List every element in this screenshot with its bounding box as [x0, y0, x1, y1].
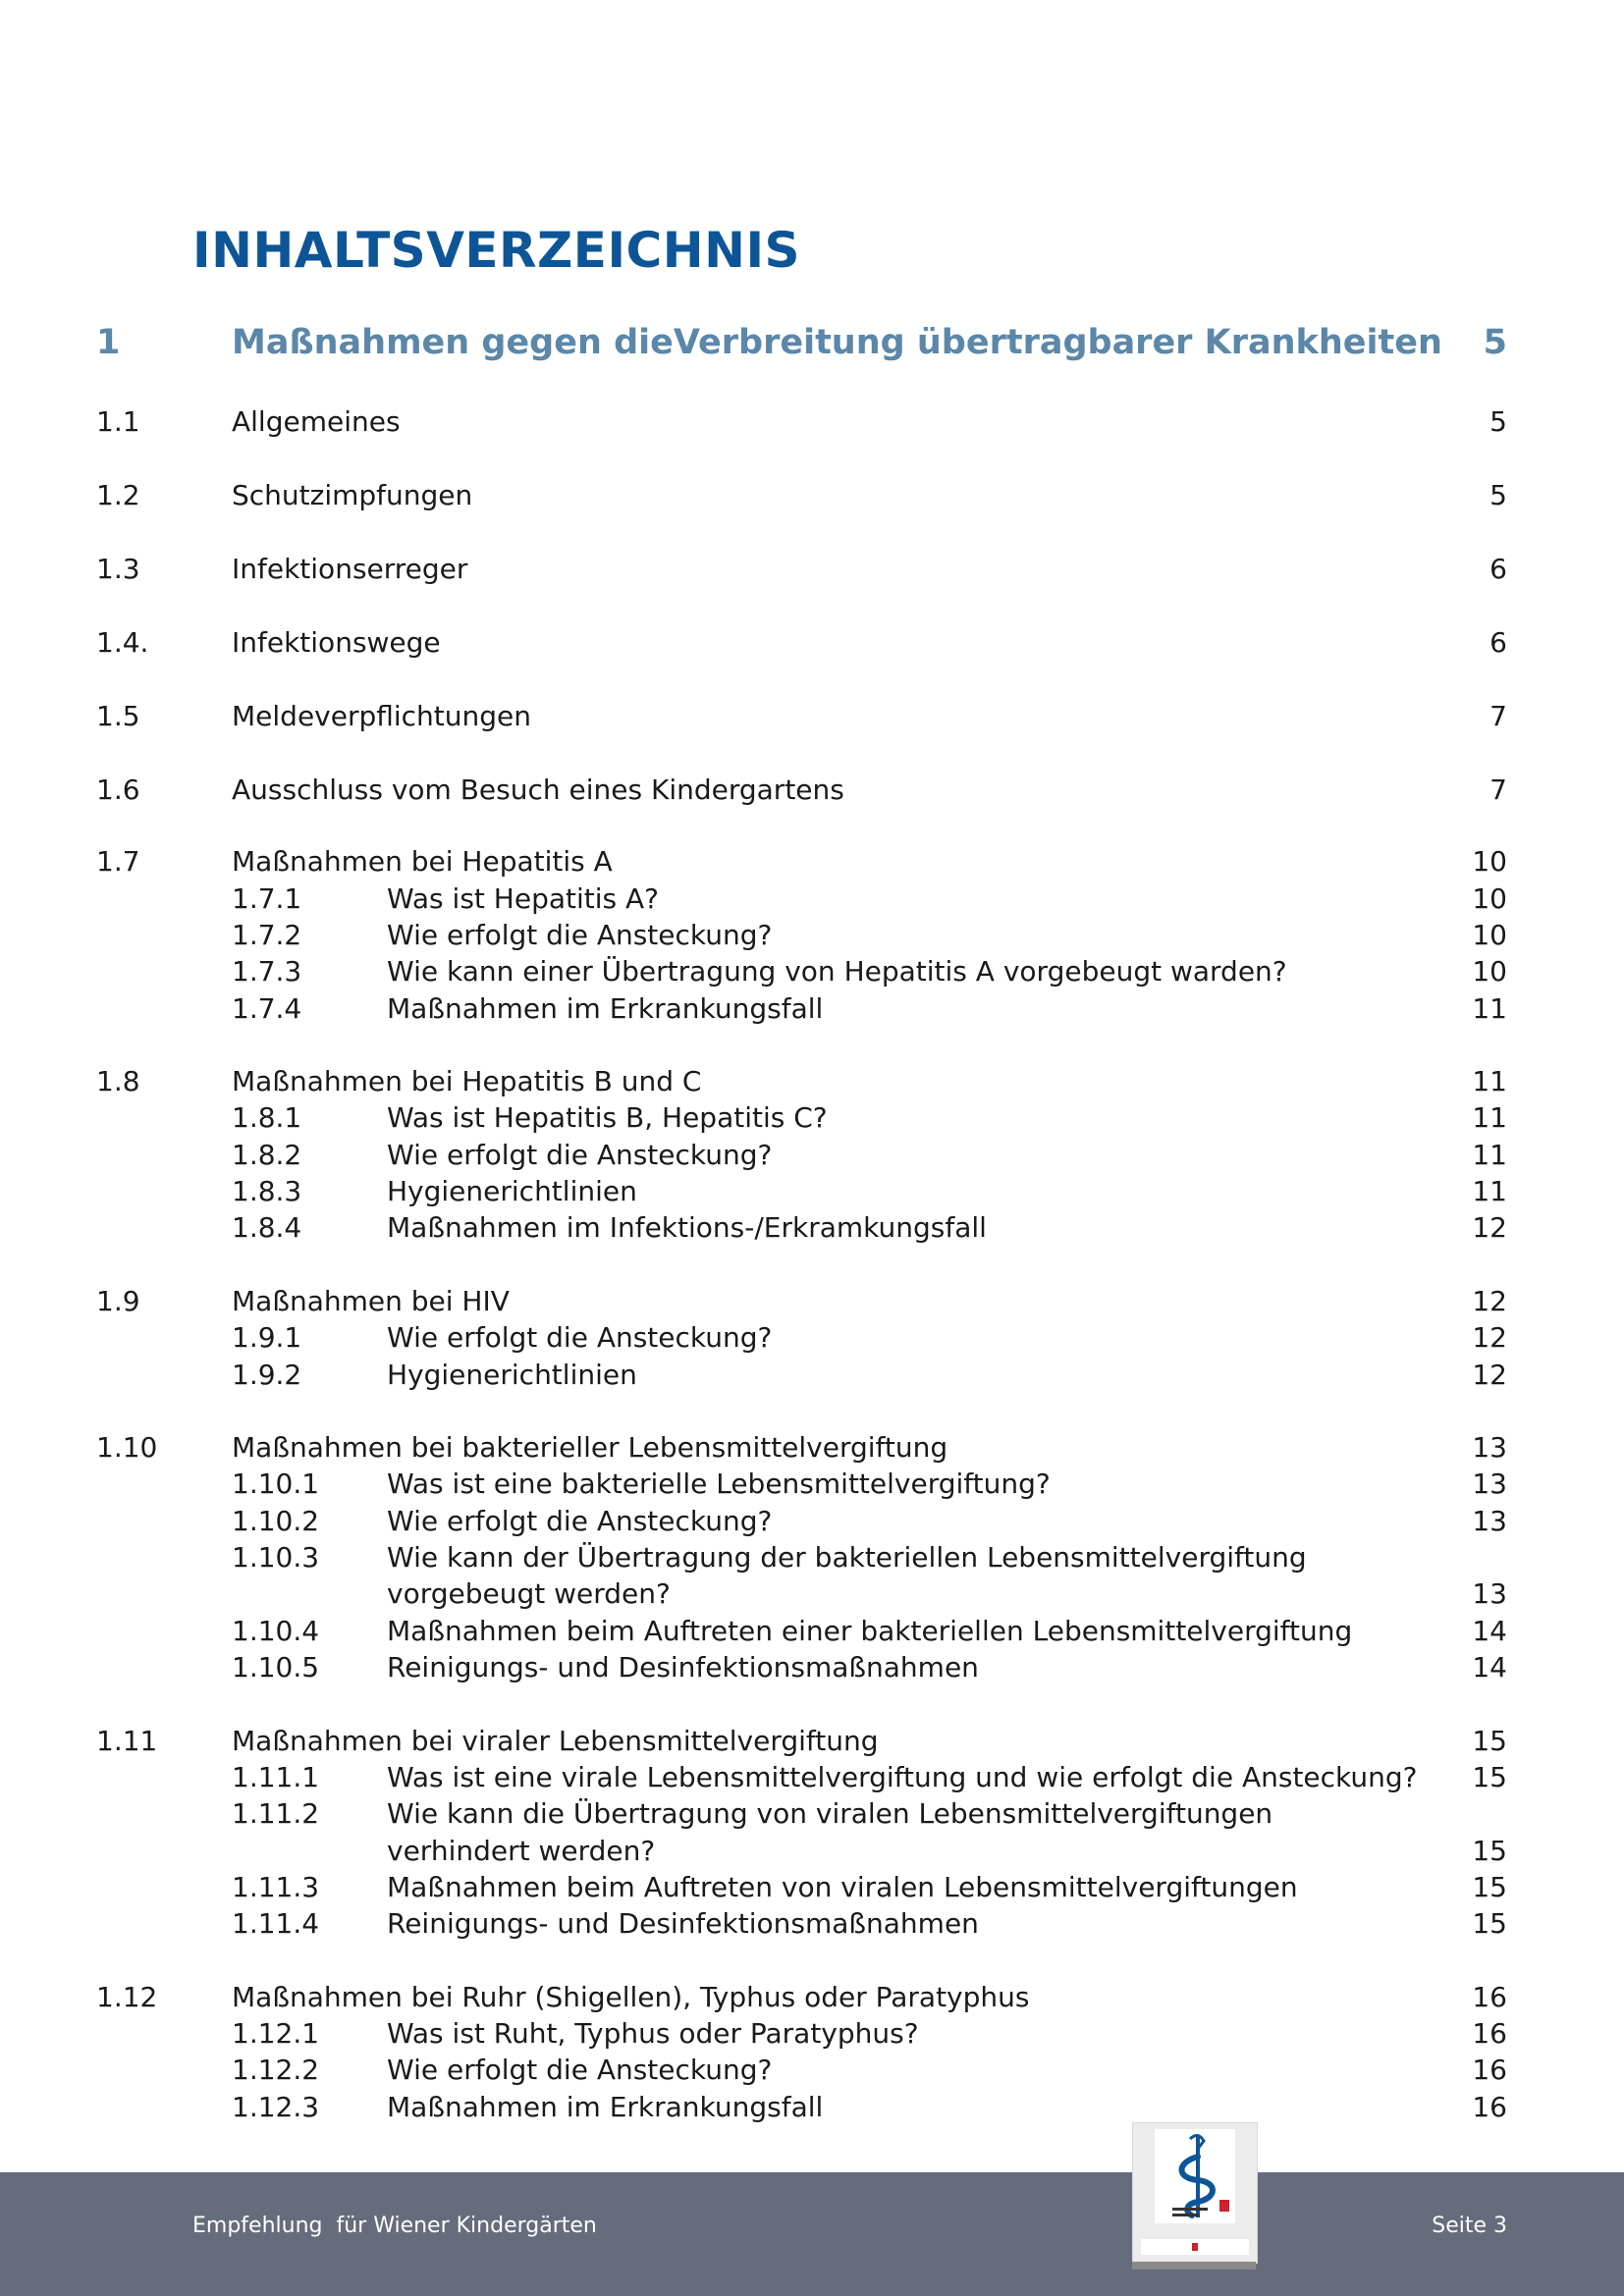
- toc-subentry[interactable]: [0, 1172, 1624, 1211]
- toc-title: Maßnahmen beim Auftreten einer bakteriellen Lebensmittelvergiftung: [387, 1615, 1353, 1647]
- toc-subentry[interactable]: [0, 2051, 1624, 2090]
- toc-page: 10: [1472, 845, 1507, 878]
- toc-title: Wie erfolgt die Ansteckung?: [387, 1321, 773, 1354]
- toc-entry[interactable]: [0, 1428, 1624, 1468]
- toc-number: 1.10.2: [232, 1505, 320, 1537]
- toc-title: vorgebeugt werden?: [387, 1577, 671, 1610]
- toc-page: 14: [1472, 1651, 1507, 1683]
- toc-page: 16: [1472, 1981, 1507, 2013]
- toc-number: 1.8.3: [232, 1175, 302, 1207]
- toc-entry[interactable]: [0, 1722, 1624, 1761]
- footer-page-number: Seite 3: [1432, 2214, 1507, 2238]
- toc-page: 14: [1472, 1615, 1507, 1647]
- toc-number: 1.4.: [96, 626, 149, 659]
- toc-entry[interactable]: [0, 1282, 1624, 1321]
- toc-subentry[interactable]: [0, 2014, 1624, 2054]
- toc-title: Reinigungs- und Desinfektionsmaßnahmen: [387, 1907, 979, 1940]
- toc-number: 1.11.1: [232, 1761, 320, 1793]
- toc-page: 6: [1489, 626, 1507, 659]
- footer-document-title: Empfehlung für Wiener Kindergärten: [192, 2214, 597, 2238]
- toc-title: Schutzimpfungen: [232, 479, 473, 511]
- toc-page: 11: [1472, 1175, 1507, 1207]
- toc-entry[interactable]: [0, 476, 1624, 515]
- toc-subentry[interactable]: [0, 1794, 1624, 1834]
- toc-page: 13: [1472, 1468, 1507, 1500]
- toc-subentry[interactable]: [0, 2088, 1624, 2127]
- toc-title: Allgemeines: [232, 405, 401, 438]
- toc-title: Wie erfolgt die Ansteckung?: [387, 919, 773, 951]
- toc-number: 1.12.1: [232, 2017, 320, 2050]
- toc-subentry[interactable]: [0, 1465, 1624, 1504]
- toc-number: 1.11.4: [232, 1907, 320, 1940]
- toc-number: 1.5: [96, 700, 140, 732]
- toc-title: Maßnahmen bei Ruhr (Shigellen), Typhus oder Paratyphus: [232, 1981, 1030, 2013]
- toc-number: 1.12.3: [232, 2091, 320, 2123]
- toc-title: Maßnahmen bei bakterieller Lebensmittelvergiftung: [232, 1431, 948, 1464]
- toc-subentry[interactable]: [0, 1136, 1624, 1175]
- toc-page: 16: [1472, 2017, 1507, 2050]
- toc-page: 5: [1483, 323, 1507, 362]
- toc-title: Maßnahmen gegen dieVerbreitung übertragbarer Krankheiten: [232, 323, 1442, 362]
- toc-entry[interactable]: [0, 842, 1624, 881]
- toc-number: 1.12: [96, 1981, 158, 2013]
- toc-number: 1.10.4: [232, 1615, 320, 1647]
- toc-number: 1.8.2: [232, 1139, 302, 1171]
- toc-title: Maßnahmen bei Hepatitis B und C: [232, 1065, 702, 1097]
- toc-entry[interactable]: [0, 697, 1624, 736]
- toc-page: 5: [1489, 405, 1507, 438]
- toc-page: 15: [1472, 1835, 1507, 1867]
- toc-title: Maßnahmen im Erkrankungsfall: [387, 992, 824, 1025]
- toc-entry[interactable]: [0, 1062, 1624, 1101]
- toc-title: Was ist Hepatitis B, Hepatitis C?: [387, 1101, 828, 1134]
- toc-page: 5: [1489, 479, 1507, 511]
- toc-subentry[interactable]: [0, 1318, 1624, 1358]
- toc-title: Wie erfolgt die Ansteckung?: [387, 1505, 773, 1537]
- toc-subentry[interactable]: [0, 1208, 1624, 1248]
- toc-page: 15: [1472, 1725, 1507, 1757]
- toc-number: 1.8: [96, 1065, 140, 1097]
- toc-number: 1.7.3: [232, 955, 302, 988]
- toc-number: 1.11.2: [232, 1797, 320, 1830]
- toc-title: Maßnahmen im Infektions-/Erkramkungsfall: [387, 1211, 987, 1244]
- toc-page: 11: [1472, 992, 1507, 1025]
- toc-chapter[interactable]: [0, 318, 1624, 367]
- toc-number: 1.10: [96, 1431, 158, 1464]
- toc-number: 1.9.1: [232, 1321, 302, 1354]
- toc-page: 11: [1472, 1101, 1507, 1134]
- toc-entry[interactable]: [0, 1978, 1624, 2017]
- toc-title: Meldeverpflichtungen: [232, 700, 532, 732]
- toc-number: 1.7.4: [232, 992, 302, 1025]
- toc-page: 10: [1472, 919, 1507, 951]
- toc-entry[interactable]: [0, 550, 1624, 589]
- toc-page: 15: [1472, 1761, 1507, 1793]
- toc-title: Was ist Ruht, Typhus oder Paratyphus?: [387, 2017, 919, 2050]
- toc-title: Maßnahmen bei HIV: [232, 1285, 510, 1317]
- toc-number: 1.11: [96, 1725, 158, 1757]
- toc-page: 12: [1472, 1285, 1507, 1317]
- toc-number: 1.7.1: [232, 882, 302, 915]
- toc-subentry[interactable]: [0, 952, 1624, 991]
- toc-title: Wie erfolgt die Ansteckung?: [387, 2054, 773, 2086]
- toc-page: 12: [1472, 1211, 1507, 1244]
- toc-subentry[interactable]: [0, 1502, 1624, 1541]
- toc-number: 1.6: [96, 774, 140, 806]
- toc-title: Was ist Hepatitis A?: [387, 882, 660, 915]
- page-title: INHALTSVERZEICHNIS: [192, 222, 801, 279]
- toc-number: 1.7.2: [232, 919, 302, 951]
- toc-number: 1.10.3: [232, 1541, 320, 1574]
- toc-subentry[interactable]: [0, 916, 1624, 955]
- toc-page: 13: [1472, 1577, 1507, 1610]
- toc-title: Wie erfolgt die Ansteckung?: [387, 1139, 773, 1171]
- toc-page: 15: [1472, 1907, 1507, 1940]
- toc-number: 1.9: [96, 1285, 140, 1317]
- toc-page: 16: [1472, 2054, 1507, 2086]
- toc-title: Wie kann einer Übertragung von Hepatitis A vorgebeugt warden?: [387, 955, 1287, 988]
- toc-title: Wie kann die Übertragung von viralen Lebensmittelvergiftungen: [387, 1797, 1273, 1830]
- toc-page: 11: [1472, 1139, 1507, 1171]
- toc-subentry[interactable]: [0, 1612, 1624, 1651]
- toc-title: Maßnahmen bei Hepatitis A: [232, 845, 613, 878]
- toc-subentry[interactable]: [0, 1538, 1624, 1577]
- toc-page: 6: [1489, 553, 1507, 585]
- toc-subentry[interactable]: [0, 1098, 1624, 1138]
- toc-number: 1.8.1: [232, 1101, 302, 1134]
- aesculapian-staff-icon: [1133, 2123, 1257, 2263]
- toc-title: Was ist eine virale Lebensmittelvergiftung und wie erfolgt die Ansteckung?: [387, 1761, 1418, 1793]
- toc-title: Maßnahmen beim Auftreten von viralen Lebensmittelvergiftungen: [387, 1871, 1298, 1903]
- toc-page: 13: [1472, 1431, 1507, 1464]
- toc-subentry[interactable]: [0, 1868, 1624, 1907]
- toc-page: 10: [1472, 882, 1507, 915]
- toc-number: 1.2: [96, 479, 140, 511]
- toc-title: Maßnahmen bei viraler Lebensmittelvergiftung: [232, 1725, 879, 1757]
- toc-page: 12: [1472, 1321, 1507, 1354]
- toc-title: Infektionswege: [232, 626, 441, 659]
- toc-page: 7: [1489, 774, 1507, 806]
- toc-title: Wie kann der Übertragung der bakteriellen Lebensmittelvergiftung: [387, 1541, 1307, 1574]
- toc-title: Reinigungs- und Desinfektionsmaßnahmen: [387, 1651, 979, 1683]
- toc-number: 1.1: [96, 405, 140, 438]
- toc-page: 16: [1472, 2091, 1507, 2123]
- toc-number: 1.9.2: [232, 1359, 302, 1391]
- toc-title: Ausschluss vom Besuch eines Kindergartens: [232, 774, 844, 806]
- toc-subentry[interactable]: [0, 989, 1624, 1029]
- toc-number: 1.10.5: [232, 1651, 320, 1683]
- toc-entry[interactable]: [0, 771, 1624, 810]
- toc-subentry-continuation[interactable]: [0, 1575, 1624, 1614]
- toc-number: 1.3: [96, 553, 140, 585]
- toc-subentry[interactable]: [0, 880, 1624, 919]
- toc-subentry[interactable]: [0, 1356, 1624, 1395]
- toc-page: 10: [1472, 955, 1507, 988]
- toc-title: Hygienerichtlinien: [387, 1359, 637, 1391]
- toc-page: 13: [1472, 1505, 1507, 1537]
- gesundheitsdienst-logo: [1132, 2122, 1258, 2264]
- toc-page: 15: [1472, 1871, 1507, 1903]
- toc-subentry-continuation[interactable]: [0, 1832, 1624, 1871]
- toc-subentry[interactable]: [0, 1758, 1624, 1797]
- toc-number: 1.8.4: [232, 1211, 302, 1244]
- toc-title: Was ist eine bakterielle Lebensmittelvergiftung?: [387, 1468, 1051, 1500]
- toc-number: 1.11.3: [232, 1871, 320, 1903]
- toc-title: verhindert werden?: [387, 1835, 656, 1867]
- toc-number: 1: [96, 323, 121, 362]
- toc-title: Hygienerichtlinien: [387, 1175, 637, 1207]
- toc-subentry[interactable]: [0, 1648, 1624, 1687]
- toc-page: 12: [1472, 1359, 1507, 1391]
- toc-title: Infektionserreger: [232, 553, 468, 585]
- toc-number: 1.7: [96, 845, 140, 878]
- toc-title: Maßnahmen im Erkrankungsfall: [387, 2091, 824, 2123]
- toc-entry[interactable]: [0, 623, 1624, 663]
- toc-number: 1.10.1: [232, 1468, 320, 1500]
- toc-number: 1.12.2: [232, 2054, 320, 2086]
- logo-base-bar: [1132, 2262, 1256, 2269]
- toc-page: 11: [1472, 1065, 1507, 1097]
- toc-subentry[interactable]: [0, 1904, 1624, 1944]
- toc-entry[interactable]: [0, 402, 1624, 442]
- toc-page: 7: [1489, 700, 1507, 732]
